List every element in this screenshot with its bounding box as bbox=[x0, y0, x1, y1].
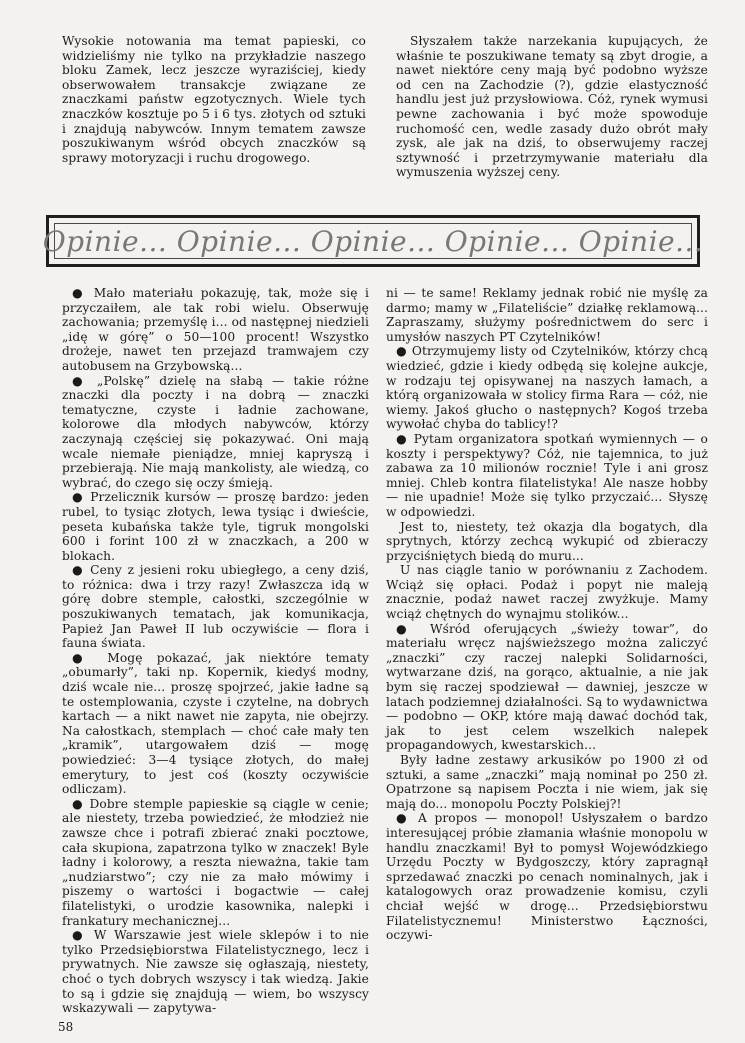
paragraph: U nas ciągle tanio w porównaniu z Zachodem. Wciąż się opłaci. Podaż i popyt nie maleją znacznie, podaż nawet raczej zwyżkuje. Mamy wciąż chętnych do wynajmu stolików... bbox=[386, 563, 708, 622]
paragraph: Były ładne zestawy arkusików po 1900 zł od sztuki, a same „znaczki” mają nominał po 250 zł. Opatrzone są napisem Poczta i nie wiem, jak się mają do... monopolu Poczty Polskiej?! bbox=[386, 753, 708, 811]
paragraph: Jest to, niestety, też okazja dla bogatych, dla sprytnych, którzy zechcą wykupić od zbieraczy przyciśniętych biedą do muru... bbox=[386, 519, 708, 563]
opinion-item: ● Dobre stemple papieskie są ciągle w cenie; ale niestety, trzeba powiedzieć, że młodzież nie zawsze chce i potrafi zbierać znaki pocztowe, cała skupiona, zapatrzona tylko w znaczek! Byle ładny i kolorowy, a reszta nieważna, takie tam „nudziarstwo”; czy nie za mało mówimy i piszemy o wartości i bogactwie — całej filatelistyki, o urodzie kasownika, nalepki i frankatury mechanicznej... bbox=[62, 796, 369, 928]
top-right-column bbox=[396, 34, 708, 180]
opinion-item: ● Przelicznik kursów — proszę bardzo: jeden rubel, to tysiąc złotych, lewa tysiąc i dwieście, peseta kubańska także tyle, tigruk mongolski 600 i forint 100 zł w znaczkach, a 200 w blokach. bbox=[62, 490, 369, 563]
opinion-item: ● „Polskę” dzielę na słabą — takie różne znaczki dla poczty i na dobrą — znaczki tematyczne, czyste i ładnie zachowane, kolorowe dla młodych nabywców, którzy zaczynają częściej się pokazywać. Oni mają wcale niemałe pieniądze, mniej kapryszą i przebierają. Nie mają mankolisty, ale wiedzą, co wybrać, do czego się oczy śmieją. bbox=[62, 373, 369, 490]
bottom-right-column bbox=[386, 286, 708, 943]
paragraph: Wysokie notowania ma temat papieski, co widzieliśmy nie tylko na przykładzie naszego bloku Zamek, lecz jeszcze wyraziściej, kiedy obserwowałem transakcje związane ze znaczkami państw egzotycznych. Wiele tych znaczków kosztuje po 5 i 6 tys. złotych od sztuki i znajdują nabywców. Innym tematem zawsze poszukiwanym wśród obcych znaczków są sprawy motoryzacji i ruchu drogowego. bbox=[62, 34, 366, 165]
bottom-left-column bbox=[62, 286, 369, 1016]
opinion-item: ni — te same! Reklamy jednak robić nie myślę za darmo; mamy w „Filateliście” działkę reklamową... Zapraszamy, służymy pośrednictwem do serc i umysłów naszych PT Czytelników! bbox=[386, 286, 708, 344]
top-left-column bbox=[62, 34, 366, 165]
opinion-item: ● Mogę pokazać, jak niektóre tematy „obumarły”, taki np. Kopernik, kiedyś modny, dziś wcale nie... proszę spojrzeć, jakie ładne są te ostemplowania, czyste i czytelne, na dobrych kartach — a nikt nawet nie zapyta, nie obejrzy. Na całostkach, stemplach — choć całe mały ten „kramik”, utargowałem dziś — mogę powiedzieć: 3—4 tysiące złotych, do małej emerytury, to jest coś (koszty oczywiście odliczam). bbox=[62, 650, 369, 797]
opinion-item: ● Mało materiału pokazuję, tak, może się i przyczaiłem, ale tak robi wielu. Obserwuję zachowania; przemyślę i... od następnej niedzieli „idę w górę” o 50—100 procent! Wszystko drożeje, nawet ten przejazd tramwajem czy autobusem na Grzybowską... bbox=[62, 286, 369, 373]
paragraph: Słyszałem także narzekania kupujących, że właśnie te poszukiwane tematy są zbyt drogie, a nawet niektóre ceny mają być podobno wyższe od cen na Zachodzie (?), gdzie elastyczność handlu jest już przysłowiowa. Cóż, rynek wymusi pewne zachowania i być może spowoduje ruchomość cen, wedle zasady dużo obrót mały zysk, ale jak na dziś, to obserwujemy raczej sztywność i przetrzymywanie materiału dla wymuszenia wyższej ceny. bbox=[396, 34, 708, 180]
opinion-item: ● A propos — monopol! Usłyszałem o bardzo interesującej próbie złamania właśnie monopolu w handlu znaczkami! Był to pomysł Wojewódzkiego Urzędu Poczty w Bydgoszczy, który zapragnął sprzedawać znaczki po cenach nominalnych, jak i katalogowych oraz prowadzenie komisu, czyli chciał wejść w drogę... Przedsiębiorstwu Filatelistycznemu! Ministerstwo Łączności, oczywi- bbox=[386, 811, 708, 943]
banner-inner-frame bbox=[42, 223, 704, 259]
opinion-item: ● Ceny z jesieni roku ubiegłego, a ceny dziś, to różnica: dwa i trzy razy! Zwłaszcza idą w górę dobre stemple, całostki, szczególnie w poszukiwanych tematach, jak komunikacja, Papież Jan Paweł II lub oczywiście — flora i fauna świata. bbox=[62, 563, 369, 651]
opinie-banner bbox=[42, 215, 704, 267]
opinion-item: ● Otrzymujemy listy od Czytelników, którzy chcą wiedzieć, gdzie i kiedy odbędą się kolejne aukcje, w rodzaju tej opisywanej na naszych łamach, a którą organizowała w stolicy firma Rara — cóż, nie wiemy. Jakoś głucho o następnych? Kogoś trzeba wywołać chyba do tablicy!? bbox=[386, 344, 708, 432]
banner-title: Opinie... Opinie... Opinie... Opinie... Opinie... bbox=[42, 224, 704, 258]
page-number: 58 bbox=[58, 1020, 74, 1034]
opinion-item: ● Pytam organizatora spotkań wymiennych — o koszty i perspektywy? Cóż, nie tajemnica, to już zabawa za 10 milionów rocznie! Tyle i ani grosz mniej. Chleb kontra filatelistyka! Ale nasze hobby — nie upadnie! Może się tylko przyczaić... Słyszę w odpowiedzi. bbox=[386, 431, 708, 519]
opinion-item: ● Wśród oferujących „świeży towar”, do materiału wręcz najświeższego można zaliczyć „znaczki” czy raczej nalepki Solidarności, wytwarzane dziś, na gorąco, aktualnie, a nie jak bym się raczej spodziewał — dawniej, jeszcze w latach podziemnej działalności. Są to wydawnictwa — podobno — OKP, które mają dawać dochód tak, jak to jest celem wszelkich nalepek propagandowych, kwestarskich... bbox=[386, 621, 708, 753]
opinion-item: ● W Warszawie jest wiele sklepów i to nie tylko Przedsiębiorstwa Filatelistycznego, lecz i prywatnych. Nie zawsze się ogłaszają, niestety, choć o tych dobrych wszyscy i tak wiedzą. Jakie to są i gdzie się znajdują — wiem, bo wszyscy wskazywali — zapytywa- bbox=[62, 928, 369, 1016]
